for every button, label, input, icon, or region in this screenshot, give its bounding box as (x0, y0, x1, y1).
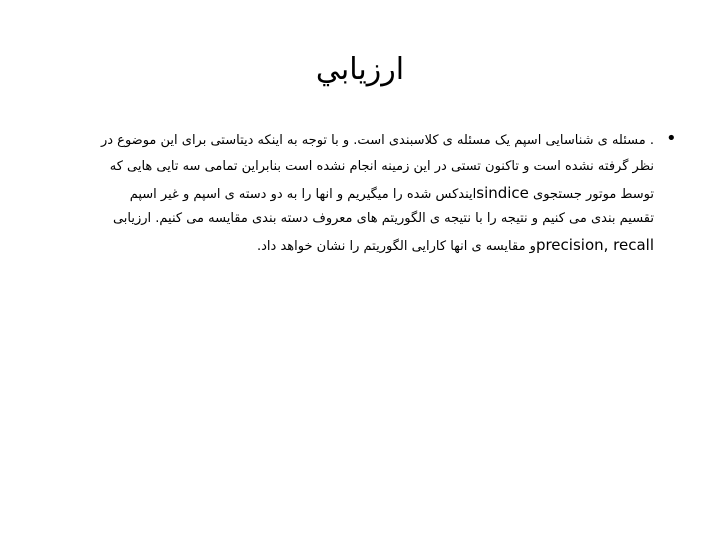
paragraph-line-3-end: ایندکس شده را میگیریم و انها را به دو دسته ی اسپم و غیر اسپم (129, 187, 477, 202)
paragraph-line-2: نظر گرفته نشده است و تاکنون تستی در این زمینه انجام نشده است بنابراین تمامی سه تایی هایی که (109, 159, 654, 174)
paragraph-line-5 (40, 232, 654, 258)
paragraph-line-1: . مسئله ی شناسایی اسپم یک مسئله ی کلاسبندی است. و با توجه به اینکه دیتاستی برای این موضوع در (100, 133, 654, 148)
paragraph-line-3-start: توسط موتور جستجوی (528, 187, 654, 202)
body-paragraph (40, 128, 654, 258)
slide-title: ارزيابي (315, 52, 405, 87)
paragraph-line-3 (40, 180, 654, 206)
bullet-icon: • (666, 128, 677, 149)
paragraph-line-5-end: و مقایسه ی انها کارایی الگوریتم را نشان خواهد داد. (257, 239, 536, 254)
precision-recall-term: precision, recall (535, 236, 654, 254)
paragraph-line-4: تقسیم بندی می کنیم و نتیجه را با نتیجه ی الگوریتم های معروف دسته بندی مقایسه می کنیم. ارزیابی (112, 211, 654, 226)
sindice-term: sindice (476, 184, 529, 202)
